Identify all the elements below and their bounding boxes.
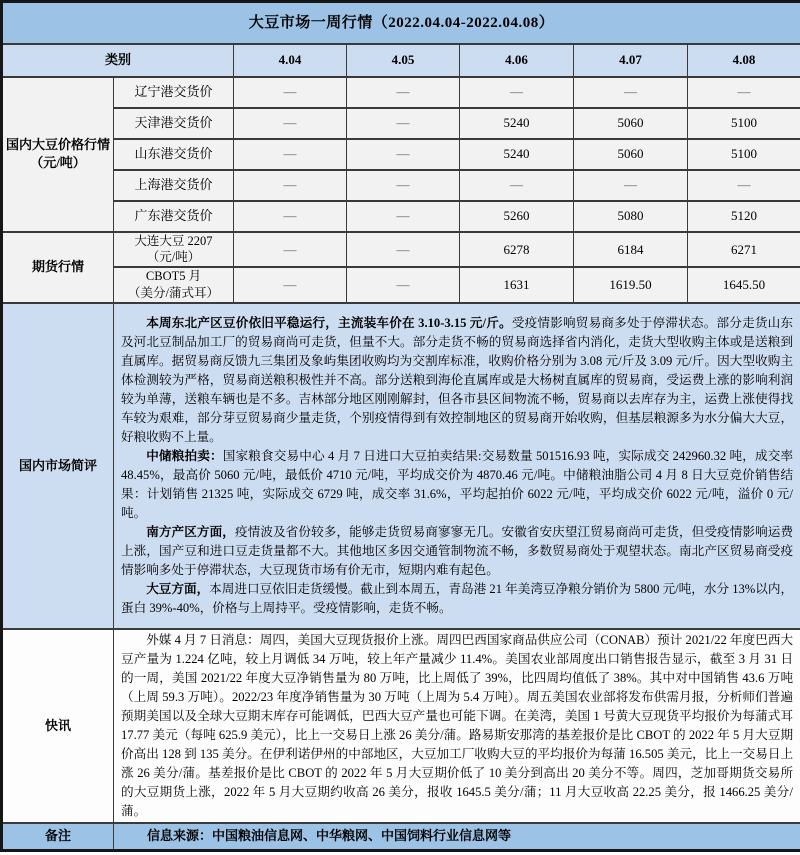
price-value-cell: 5060 (574, 139, 688, 170)
table-row-liaoning (2, 77, 800, 108)
contract-unit: （美分/蒲式耳） (128, 286, 219, 301)
column-header-date: 4.07 (574, 44, 688, 77)
news-text-cell (114, 629, 800, 823)
column-header-date: 4.05 (347, 44, 460, 77)
row-label-port: 天津港交货价 (114, 108, 234, 139)
row-label-port: 上海港交货价 (114, 170, 234, 201)
section-label-futures: 期货行情 (2, 232, 114, 304)
price-value-cell: — (688, 77, 800, 108)
price-value-cell: 5100 (688, 108, 800, 139)
table-row-shanghai (2, 170, 800, 201)
price-value-cell: — (347, 201, 460, 232)
row-label-contract (114, 232, 234, 268)
futures-value-cell: 6184 (574, 232, 688, 268)
price-value-cell: — (347, 77, 460, 108)
news-section-row (2, 629, 800, 823)
price-value-cell: — (234, 201, 347, 232)
title-row (2, 2, 800, 44)
table-row-guangdong (2, 201, 800, 232)
futures-value-cell: — (234, 267, 347, 303)
remark-section-row (2, 823, 800, 850)
column-header-date: 4.04 (234, 44, 347, 77)
table-row-cbot (2, 267, 800, 303)
price-value-cell: 5060 (574, 108, 688, 139)
futures-value-cell: 6271 (688, 232, 800, 268)
column-header-category: 类别 (2, 44, 234, 77)
futures-value-cell: — (347, 232, 460, 268)
contract-unit: （元/吨） (146, 250, 201, 265)
section-label-news: 快讯 (2, 629, 114, 823)
price-value-cell: — (574, 77, 688, 108)
price-value-cell: — (234, 170, 347, 201)
column-header-date: 4.08 (688, 44, 800, 77)
price-value-cell: — (234, 139, 347, 170)
price-value-cell: — (234, 77, 347, 108)
price-value-cell: 5240 (460, 139, 574, 170)
commentary-paragraph: 大豆方面，本周进口豆依旧走货缓慢。截止到本周五，青岛港 21 年美湾豆净粮分销价为 5800 元/吨，水分 13%以内，蛋白 39%-40%，价格与上周持平。受疫情影响，走货不畅。 (121, 582, 794, 615)
futures-value-cell: — (347, 267, 460, 303)
table-row-dalian-soybean (2, 232, 800, 268)
commentary-text-cell (114, 303, 800, 629)
futures-value-cell: — (234, 232, 347, 268)
price-value-cell: — (460, 170, 574, 201)
row-label-port: 辽宁港交货价 (114, 77, 234, 108)
commentary-section-row (2, 303, 800, 629)
price-value-cell: — (460, 77, 574, 108)
price-value-cell: — (574, 170, 688, 201)
price-value-cell: 5080 (574, 201, 688, 232)
contract-name: CBOT5 月 (145, 269, 202, 284)
section-label-domestic-price: 国内大豆价格行情（元/吨） (2, 77, 114, 232)
price-value-cell: — (347, 170, 460, 201)
futures-value-cell: 1631 (460, 267, 574, 303)
price-value-cell: 5120 (688, 201, 800, 232)
commentary-paragraph: 本周东北产区豆价依旧平稳运行，主流装车价在 3.10-3.15 元/斤。受疫情影响贸易商多处于停滞状态。部分走货山东及河北豆制品加工厂的贸易商尚可走货，但量不大。部分走货不畅的贸易商选择省内消化，走货大型收购主体或是送粮到直属库。据贸易商反馈九三集团及象屿集团收购均为交割库标准，收购价格分别为 3.08 元/斤及 3.09 元/斤。因大型收购主体检测较为严格，贸易商送粮积极性并不高。部分送粮到海伦直属库或是大杨树直属库的贸易商，受运费上涨的影响利润较为单薄，送粮车辆也是不多。吉林部分地区刚刚解封，但各市县区间物流不畅，贸易商以去库存为主，运费上涨使得找车较为艰难，部分芽豆贸易商少量走货，个别疫情得到有效控制地区的贸易商开始收购，但基层粮源多为水分偏大大豆，好粮收购不上量。 (121, 316, 794, 444)
row-label-contract (114, 267, 234, 303)
row-label-port: 广东港交货价 (114, 201, 234, 232)
column-header-date: 4.06 (460, 44, 574, 77)
contract-name: 大连大豆 2207 (134, 233, 213, 248)
remark-text: 信息来源：中国粮油信息网、中华粮网、中国饲料行业信息网等 (114, 823, 800, 850)
futures-value-cell: 1645.50 (688, 267, 800, 303)
header-row (2, 44, 800, 77)
futures-value-cell: 6278 (460, 232, 574, 268)
news-paragraph: 外媒 4 月 7 日消息：周四，美国大豆现货报价上涨。周四巴西国家商品供应公司（CONAB）预计 2021/22 年度巴西大豆产量为 1.224 亿吨，较上月调低 34 万吨，较上年产量减少 11.4%。美国农业部周度出口销售报告显示，截至 3 月 31 日的一周，美国 2021/22 年度大豆净销售量为 80 万吨，比上周低了 39%，比四周均值低了 38%。其中对中国销售 43.6 万吨（上周 59.3 万吨）。2022/23 年度净销售量为 30 万吨（上周为 5.4 万吨）。周五美国农业部将发布供需月报，分析师们普遍预期美国以及全球大豆期末库存可能调低，巴西大豆产量也可能下调。在美湾，美国 1 号黄大豆现货平均报价为每蒲式耳 17.77 美元（每吨 625.9 美元），比上一交易日上涨 26 美分/蒲。路易斯安那湾的基差报价是比 CBOT 的 2022 年 5 月大豆期价高出 128 到 135 美分。在伊利诺伊州的中部地区，大豆加工厂收购大豆的平均报价为每蒲 16.505 美元，比上一交易日上涨 26 美分/蒲。基差报价是比 CBOT 的 2022 年 5 月大豆期价低了 10 美分到高出 20 美分不等。周四，芝加哥期货交易所的大豆期货上涨，2022 年 5 月大豆期约收高 26 美分，报收 1645.5 美分/蒲；11 月大豆收高 22.25 美分，报 1466.25 美分/蒲。 (121, 633, 794, 818)
price-value-cell: 5260 (460, 201, 574, 232)
commentary-paragraph: 南方产区方面，疫情波及省份较多，能够走货贸易商寥寥无几。安徽省安庆望江贸易商尚可走货，但受疫情影响运费上涨，国产豆和进口豆走货量都不大。其他地区多因交通管制物流不畅，多数贸易商处于观望状态。南北产区贸易商受疫情影响多处于停滞状态，大豆现货市场有价无市，短期内难有起色。 (121, 525, 794, 577)
price-value-cell: — (347, 139, 460, 170)
price-value-cell: — (234, 108, 347, 139)
commentary-paragraph: 中储粮拍卖：国家粮食交易中心 4 月 7 日进口大豆拍卖结果:交易数量 501516.93 吨，实际成交 242960.32 吨，成交率 48.45%，最高价 5060 元/吨，最低价 4710 元/吨，平均成交价为 4870.46 元/吨。中储粮油脂公司 4 月 8 日大豆竞价销售结果：计划销售 21325 吨，实际成交 6729 吨，成交率 31.6%，平均起拍价 6022 元/吨，平均成交价 6022 元/吨，溢价 0 元/吨。 (121, 449, 794, 520)
table-row-shandong (2, 139, 800, 170)
price-value-cell: — (347, 108, 460, 139)
row-label-port: 山东港交货价 (114, 139, 234, 170)
price-value-cell: — (688, 170, 800, 201)
futures-value-cell: 1619.50 (574, 267, 688, 303)
section-label-commentary: 国内市场简评 (2, 303, 114, 629)
table-row-tianjin (2, 108, 800, 139)
page-title: 大豆市场一周行情（2022.04.04-2022.04.08） (2, 2, 800, 44)
price-value-cell: 5100 (688, 139, 800, 170)
price-value-cell: 5240 (460, 108, 574, 139)
section-label-remark: 备注 (2, 823, 114, 850)
